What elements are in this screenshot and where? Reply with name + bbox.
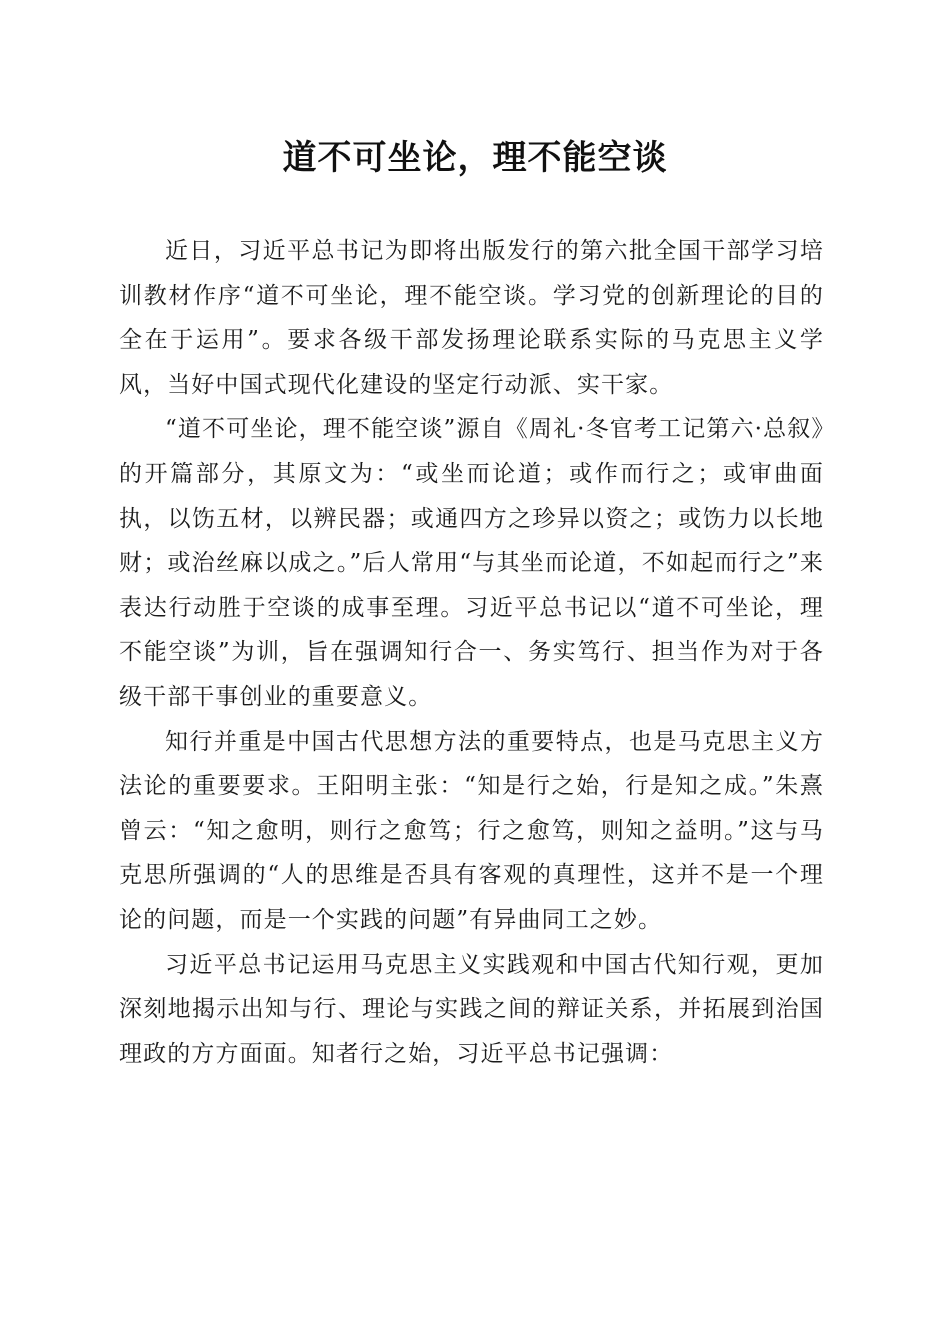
paragraph-3: 知行并重是中国古代思想方法的重要特点，也是马克思主义方法论的重要要求。王阳明主张：“知是行之始，行是知之成。”朱熹曾云：“知之愈明，则行之愈笃；行之愈笃，则知之益明。”这与马克思所强调的“人的思维是否具有客观的真理性，这并不是一个理论的问题，而是一个实践的问题”有异曲同工之妙。 (119, 728, 824, 933)
document-body (119, 229, 824, 1076)
paragraph-4: 习近平总书记运用马克思主义实践观和中国古代知行观，更加深刻地揭示出知与行、理论与实践之间的辩证关系，并拓展到治国理政的方方面面。知者行之始，习近平总书记强调： (119, 951, 824, 1067)
paragraph-1: 近日，习近平总书记为即将出版发行的第六批全国干部学习培训教材作序“道不可坐论，理不能空谈。学习党的创新理论的目的全在于运用”。要求各级干部发扬理论联系实际的马克思主义学风，当好中国式现代化建设的坚定行动派、实干家。 (119, 238, 824, 398)
document-title: 道不可坐论，理不能空谈 (282, 138, 668, 178)
paragraph-2: “道不可坐论，理不能空谈”源自《周礼·冬官考工记第六·总叙》的开篇部分，其原文为：“或坐而论道；或作而行之；或审曲面执，以饬五材，以辨民器；或通四方之珍异以资之；或饬力以长地财；或治丝麻以成之。”后人常用“与其坐而论道，不如起而行之”来表达行动胜于空谈的成事至理。习近平总书记以“道不可坐论，理不能空谈”为训，旨在强调知行合一、务实笃行、担当作为对于各级干部干事创业的重要意义。 (119, 416, 824, 710)
